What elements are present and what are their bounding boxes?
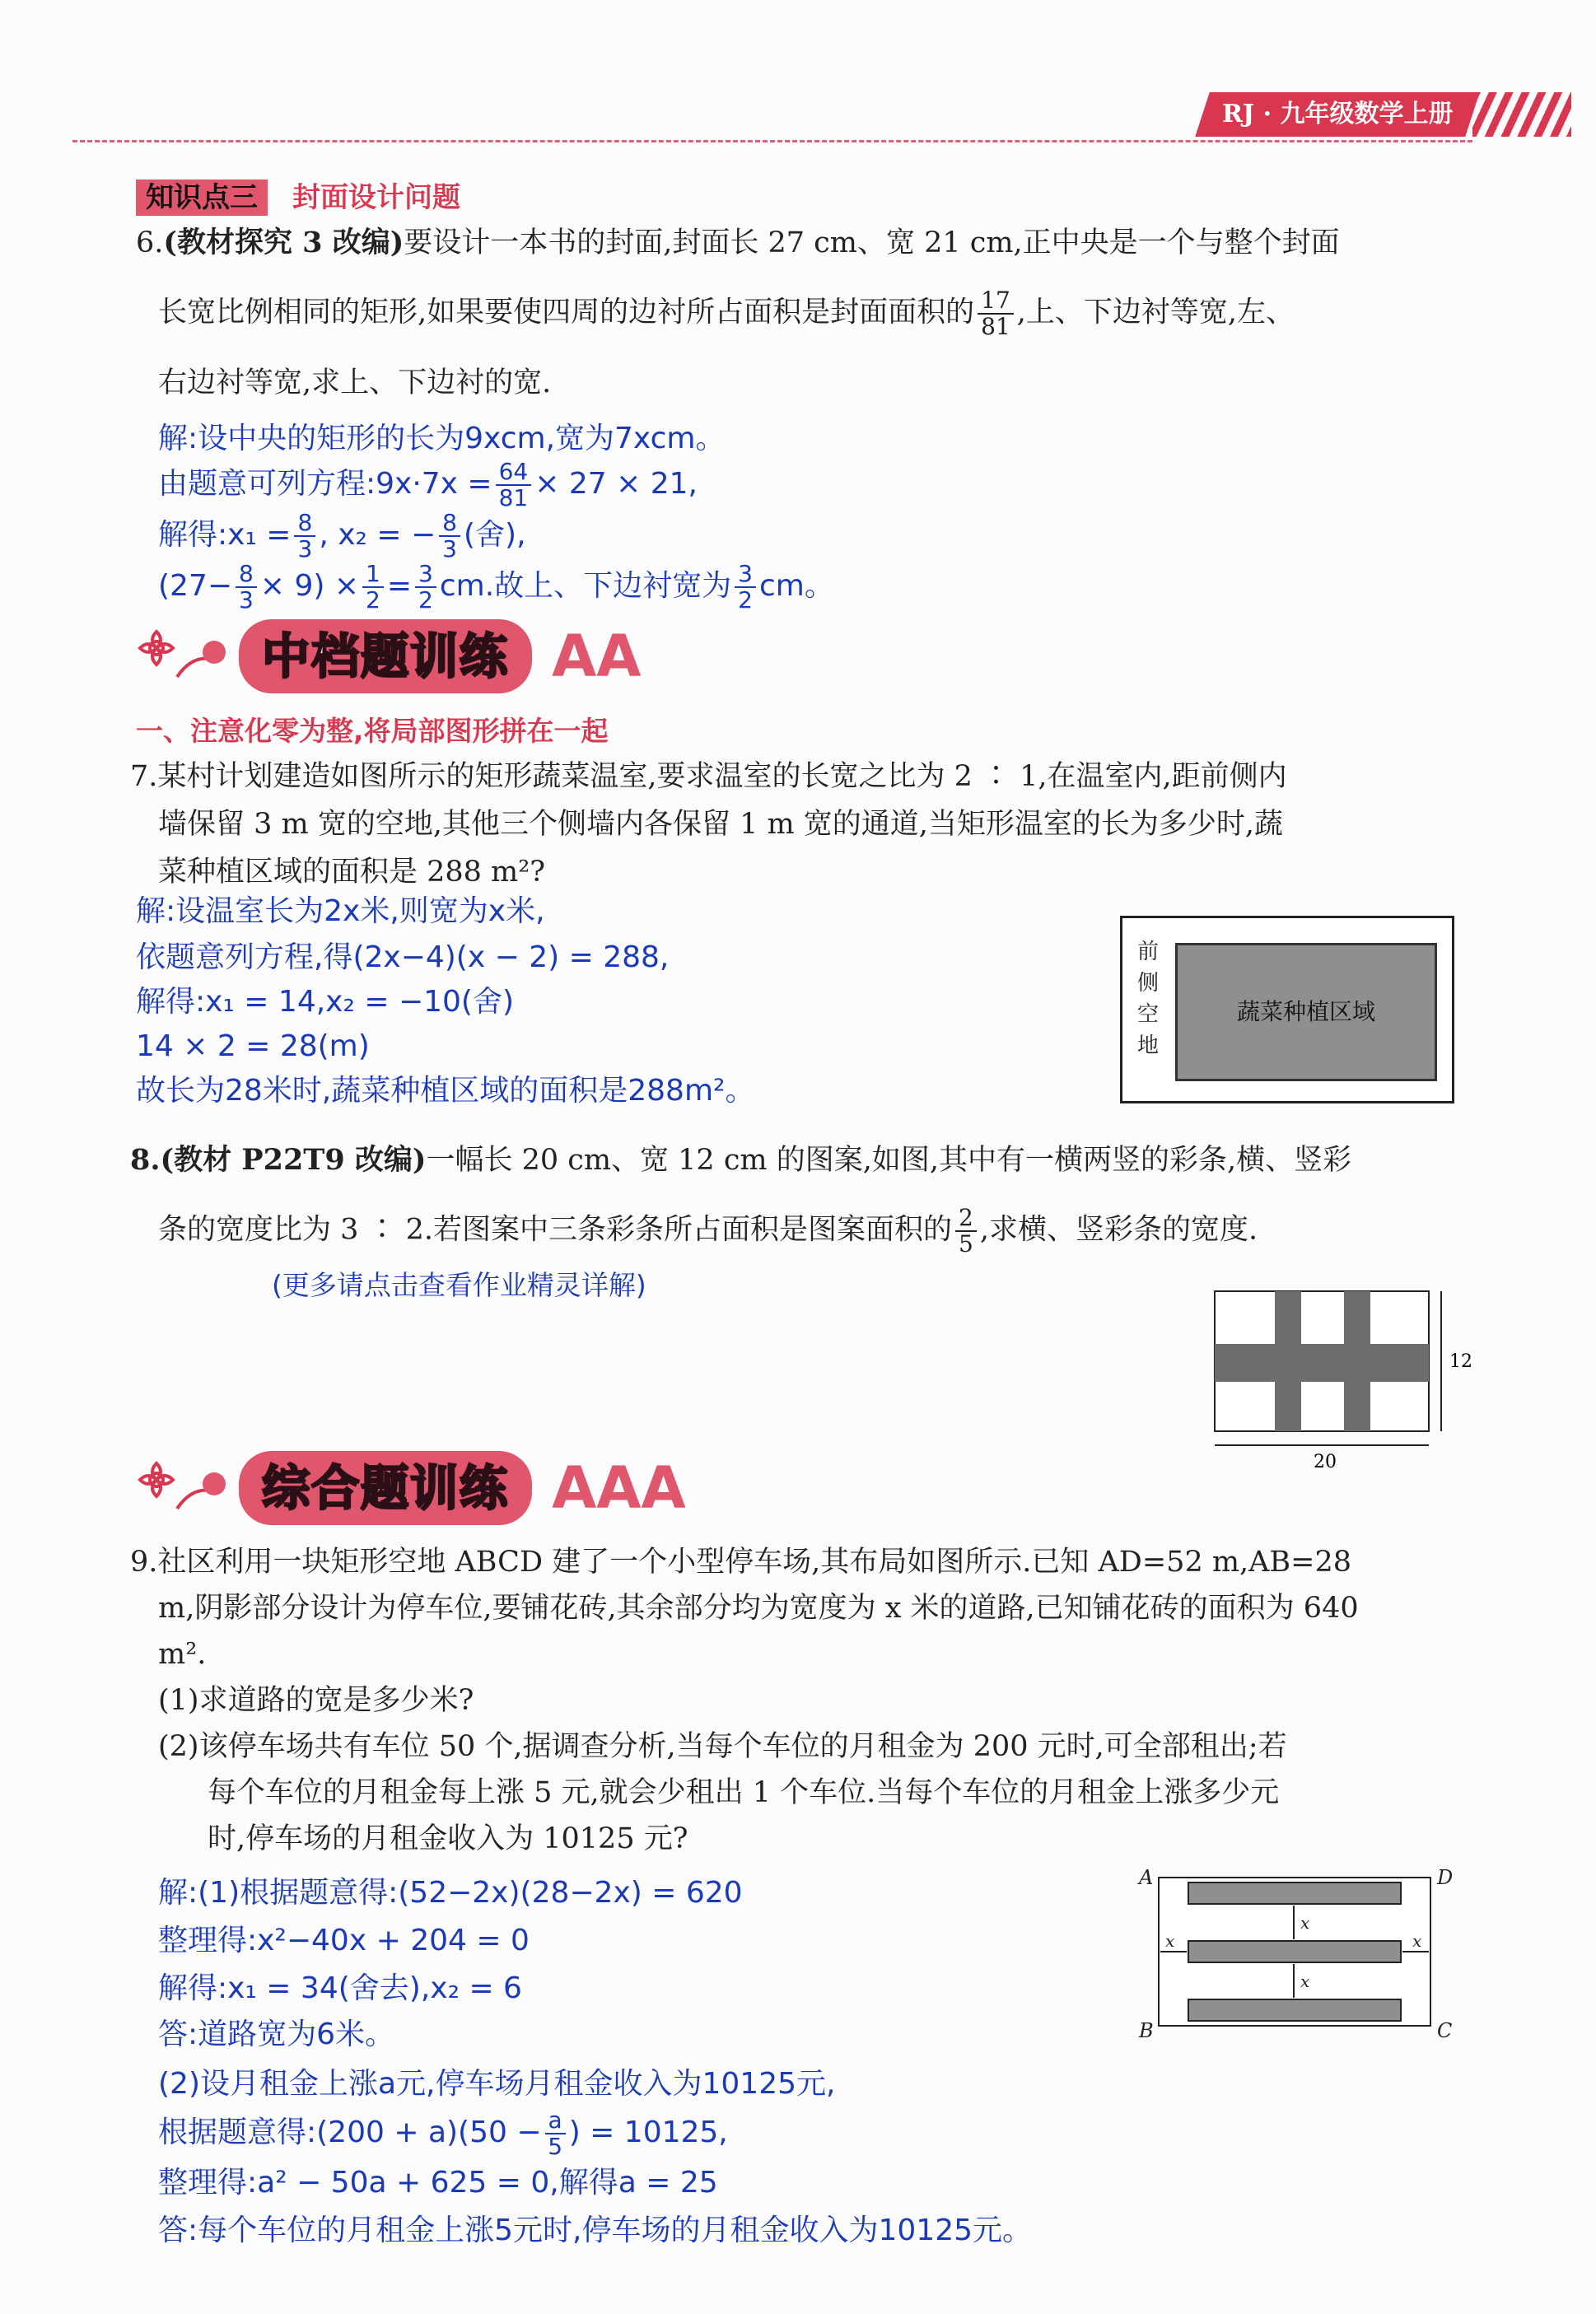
knowledge-point-label: 知识点三 [136,180,268,216]
banner-title: 中档题训练 [239,619,532,693]
planting-area-label: 蔬菜种植区域 [1236,998,1375,1025]
q9-part2-line2: 每个车位的月租金每上涨 5 元,就会少租出 1 个车位.当每个车位的月租金上涨多少元 [208,1776,1280,1809]
greenhouse-figure [1120,916,1454,1103]
q7-line3: 菜种植区域的面积是 288 m²? [158,856,546,889]
q9-line2: m,阴影部分设计为停车位,要铺花砖,其余部分均为宽度为 x 米的道路,已知铺花砖的面积为 640 [158,1592,1359,1625]
q9-answer-4: 答:道路宽为6米。 [158,2018,395,2051]
height-label: 12 [1449,1351,1472,1372]
vertical-stripe-left [1275,1291,1301,1431]
road-width-label: x [1300,1971,1310,1991]
q6-answer-3: 解得:x₁ = $\frac{8}{3}$ , x₂ = − $\frac{8}{3}$ (舍), [158,509,526,562]
q8-line2: 条的宽度比为 3 ∶ 2.若图案中三条彩条所占面积是图案面积的 $\frac{2}{5}$ ,求横、竖彩条的宽度. [158,1204,1258,1257]
section-heading: 一、注意化零为整,将局部图形拼在一起 [136,715,609,747]
width-label: 20 [1314,1452,1337,1472]
flower-icon [128,619,235,693]
q9-line3: m². [158,1638,207,1671]
q9-answer-6: 根据题意得:(200 + a)(50 − $\frac{a}{5}$ ) = 10125, [158,2106,728,2160]
knowledge-point-heading [136,175,460,215]
parking-lot-figure [1132,1863,1478,2052]
vertex-a: A [1139,1866,1154,1889]
header-stripes [1472,92,1571,137]
vertex-b: B [1139,2019,1154,2042]
q6-line2: 长宽比例相同的矩形,如果要使四周的边衬所占面积是封面面积的 $\frac{17}{81}$ ,上、下边衬等宽,左、 [158,287,1295,340]
planting-area [1175,943,1437,1081]
q6-answer-4: (27− $\frac{8}{3}$ × 9) × $\frac{1}{2}$ = $\frac{3}{2}$ cm.故上、下边衬宽为 $\frac{3}{2}$ cm。 [158,560,834,613]
vertex-c: C [1437,2019,1453,2042]
q9-answer-7: 整理得:a² − 50a + 625 = 0,解得a = 25 [158,2166,718,2200]
flower-icon [128,1451,235,1525]
q7-answer-2: 依题意列方程,得(2x−4)(x − 2) = 288, [136,940,670,974]
q8-line1: 8.(教材 P22T9 改编)一幅长 20 cm、宽 12 cm 的图案,如图,其中有一横两竖的彩条,横、竖彩 [130,1143,1352,1177]
front-space-label: 前 侧 空 地 [1136,940,1159,1058]
q7-line1: 7.某村计划建造如图所示的矩形蔬菜温室,要求温室的长宽之比为 2 ∶ 1,在温室内,距前侧内 [130,760,1287,793]
q9-answer-5: (2)设月租金上涨a元,停车场月租金收入为10125元, [158,2067,836,2101]
q6-answer-2: 由题意可列方程:9x·7x = $\frac{64}{81}$ × 27 × 21, [158,458,698,511]
road-width-label: x [1165,1931,1175,1951]
stripe-pattern-figure [1211,1285,1474,1474]
q6-line3: 右边衬等宽,求上、下边衬的宽. [158,366,552,399]
road-width-label: x [1412,1931,1422,1951]
q9-answer-2: 整理得:x²−40x + 204 = 0 [158,1924,530,1957]
parking-row-bottom [1188,1999,1401,2021]
vertex-d: D [1437,1866,1454,1889]
q9-answer-1: 解:(1)根据题意得:(52−2x)(28−2x) = 620 [158,1876,743,1910]
header-tag: RJ · 九年级数学上册 [1195,92,1480,137]
q9-part2-line3: 时,停车场的月租金收入为 10125 元? [208,1822,688,1855]
q9-line1: 9.社区利用一块矩形空地 ABCD 建了一个小型停车场,其布局如图所示.已知 AD=52 m,AB=28 [130,1546,1352,1579]
q9-answer-8: 答:每个车位的月租金上涨5元时,停车场的月租金收入为10125元。 [158,2214,1032,2247]
banner-comprehensive-training [128,1451,686,1542]
banner-level: AAA [552,1454,686,1522]
q7-answer-5: 故长为28米时,蔬菜种植区域的面积是288m²。 [136,1074,755,1108]
vertical-stripe-right [1344,1291,1370,1431]
q9-part1: (1)求道路的宽是多少米? [158,1684,474,1717]
knowledge-point-title: 封面设计问题 [292,181,460,214]
q7-line2: 墙保留 3 m 宽的空地,其他三个侧墙内各保留 1 m 宽的通道,当矩形温室的长为多少时,蔬 [158,808,1284,841]
banner-title: 综合题训练 [239,1451,532,1525]
q7-answer-3: 解得:x₁ = 14,x₂ = −10(舍) [136,985,515,1019]
more-details-link[interactable]: (更多请点击查看作业精灵详解) [272,1269,646,1301]
banner-medium-training [128,619,641,710]
q6-line1: 6.(教材探究 3 改编)要设计一本书的封面,封面长 27 cm、宽 21 cm,正中央是一个与整个封面 [136,226,1340,259]
parking-row-middle [1188,1941,1401,1962]
header-divider [72,140,1472,142]
banner-level: AA [552,623,642,690]
q7-answer-1: 解:设温室长为2x米,则宽为x米, [136,894,545,928]
road-width-label: x [1300,1913,1310,1933]
parking-row-top [1188,1882,1401,1904]
q6-answer-1: 解:设中央的矩形的长为9xcm,宽为7xcm。 [158,422,726,455]
q9-part2-line1: (2)该停车场共有车位 50 个,据调查分析,当每个车位的月租金为 200 元时,可全部租出;若 [158,1730,1287,1763]
q7-answer-4: 14 × 2 = 28(m) [136,1029,370,1063]
q9-answer-3: 解得:x₁ = 34(舍去),x₂ = 6 [158,1971,522,2005]
horizontal-stripe [1215,1344,1429,1382]
